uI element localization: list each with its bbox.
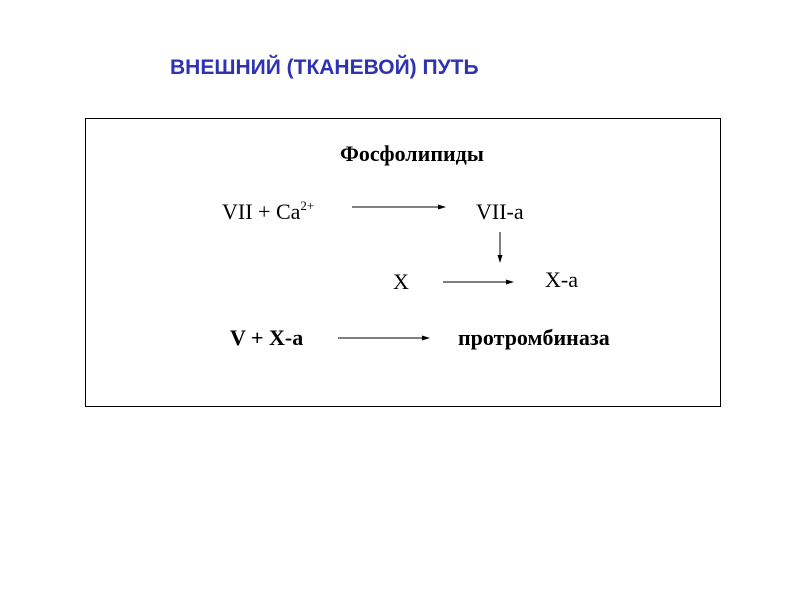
reaction1-reactants-main: VII + Ca bbox=[222, 199, 301, 224]
reaction1-reactants bbox=[222, 198, 315, 224]
reaction3-reactants: V + X-a bbox=[230, 325, 304, 350]
reaction1-product: VII-a bbox=[476, 199, 524, 224]
reaction2-reactant: X bbox=[393, 269, 409, 294]
cofactor-label: Фосфолипиды bbox=[340, 141, 484, 166]
reaction3-product: протромбиназа bbox=[458, 325, 610, 350]
calcium-charge: 2+ bbox=[300, 198, 315, 213]
slide-title: ВНЕШНИЙ (ТКАНЕВОЙ) ПУТЬ bbox=[170, 56, 479, 79]
reaction2-product: X-a bbox=[545, 267, 578, 292]
